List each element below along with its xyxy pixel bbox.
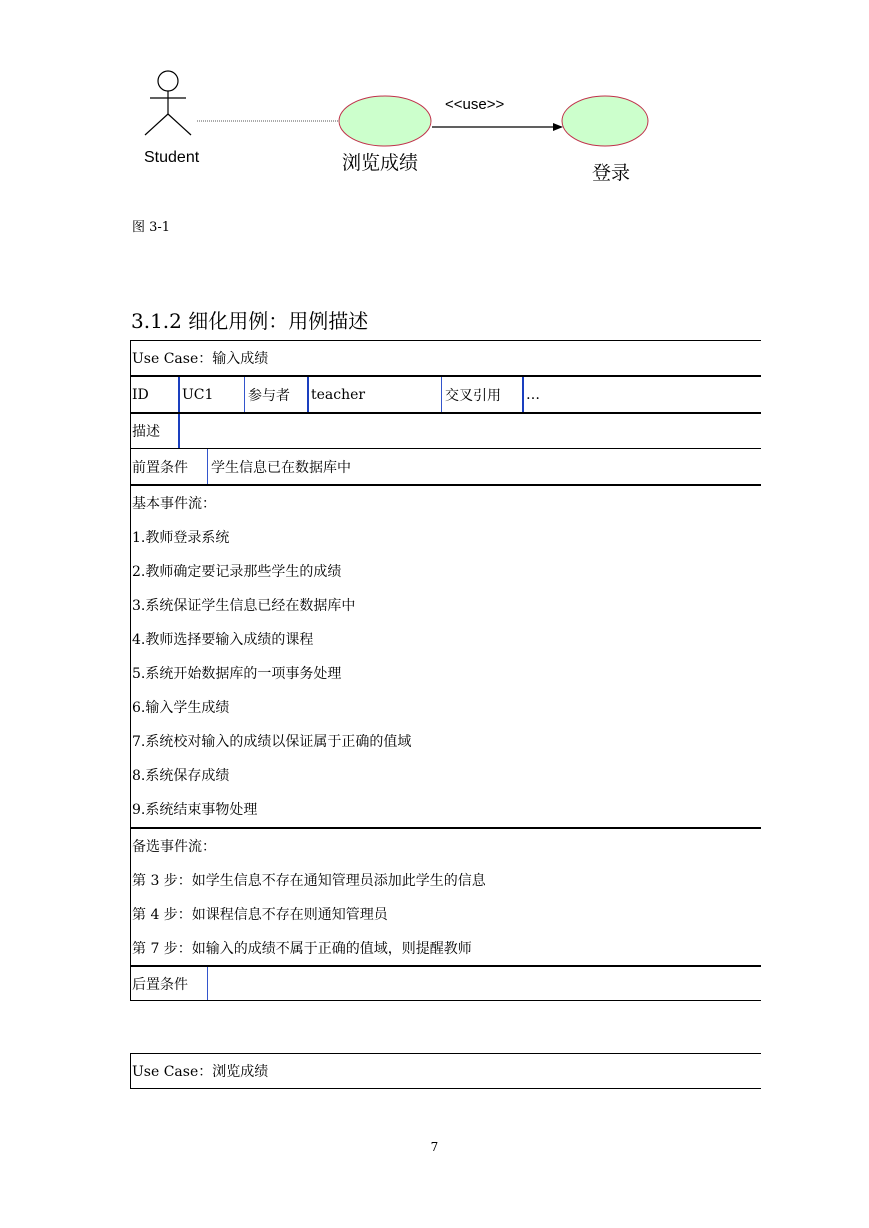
actor-label: Student	[144, 149, 200, 166]
alt-flow-step: 第 3 步：如学生信息不存在通知管理员添加此学生的信息	[132, 873, 486, 889]
alt-flow-title: 备选事件流：	[132, 839, 216, 855]
usecase-login-ellipse	[562, 96, 648, 146]
precondition-row	[130, 448, 761, 484]
usecase-table-browse	[130, 1053, 761, 1089]
page-number: 7	[430, 1140, 439, 1154]
usecase-login-label: 登录	[592, 162, 631, 184]
basic-flow-step: 9.系统结束事物处理	[132, 802, 258, 818]
figure-caption: 图 3-1	[132, 220, 171, 235]
alt-flow-row	[130, 827, 761, 965]
usecase-row	[130, 340, 761, 375]
basic-flow-step: 8.系统保存成绩	[132, 768, 230, 784]
postcondition-label: 后置条件	[132, 976, 188, 993]
usecase-row	[130, 1053, 761, 1089]
desc-label: 描述	[132, 424, 160, 440]
xref-value: …	[526, 386, 540, 403]
basic-flow-step: 3.系统保证学生信息已经在数据库中	[132, 598, 356, 614]
usecase-title: Use Case：输入成绩	[132, 351, 269, 367]
precondition-value: 学生信息已在数据库中	[211, 459, 351, 476]
precondition-label: 前置条件	[132, 459, 188, 476]
use-case-diagram	[0, 0, 869, 200]
actor-value: teacher	[311, 386, 366, 403]
actor-label: 参与者	[248, 387, 290, 404]
postcondition-row	[130, 965, 761, 1001]
arrow-head	[553, 123, 563, 131]
basic-flow-step: 1.教师登录系统	[132, 530, 230, 546]
alt-flow-step: 第 4 步：如课程信息不存在则通知管理员	[132, 907, 388, 923]
xref-label: 交叉引用	[445, 387, 501, 404]
section-title: 3.1.2 细化用例：用例描述	[131, 309, 369, 333]
basic-flow-step: 7.系统校对输入的成绩以保证属于正确的值域	[132, 734, 412, 750]
relation-label: <<use>>	[445, 96, 505, 113]
usecase-browse-label: 浏览成绩	[342, 152, 419, 174]
alt-flow-step: 第 7 步：如输入的成绩不属于正确的值域，则提醒教师	[132, 941, 472, 957]
actor-student-figure	[145, 71, 191, 135]
usecase-browse-ellipse	[339, 96, 431, 146]
desc-row	[130, 412, 761, 448]
usecase-title: Use Case：浏览成绩	[132, 1064, 269, 1080]
id-row	[130, 375, 761, 412]
id-value: UC1	[182, 386, 214, 403]
basic-flow-step: 2.教师确定要记录那些学生的成绩	[132, 564, 342, 580]
basic-flow-row	[130, 484, 761, 827]
basic-flow-step: 4.教师选择要输入成绩的课程	[132, 632, 314, 648]
basic-flow-step: 5.系统开始数据库的一项事务处理	[132, 666, 342, 682]
id-label: ID	[132, 386, 149, 403]
basic-flow-step: 6.输入学生成绩	[132, 700, 230, 716]
usecase-table-input	[130, 340, 761, 1001]
basic-flow-title: 基本事件流：	[132, 496, 216, 512]
